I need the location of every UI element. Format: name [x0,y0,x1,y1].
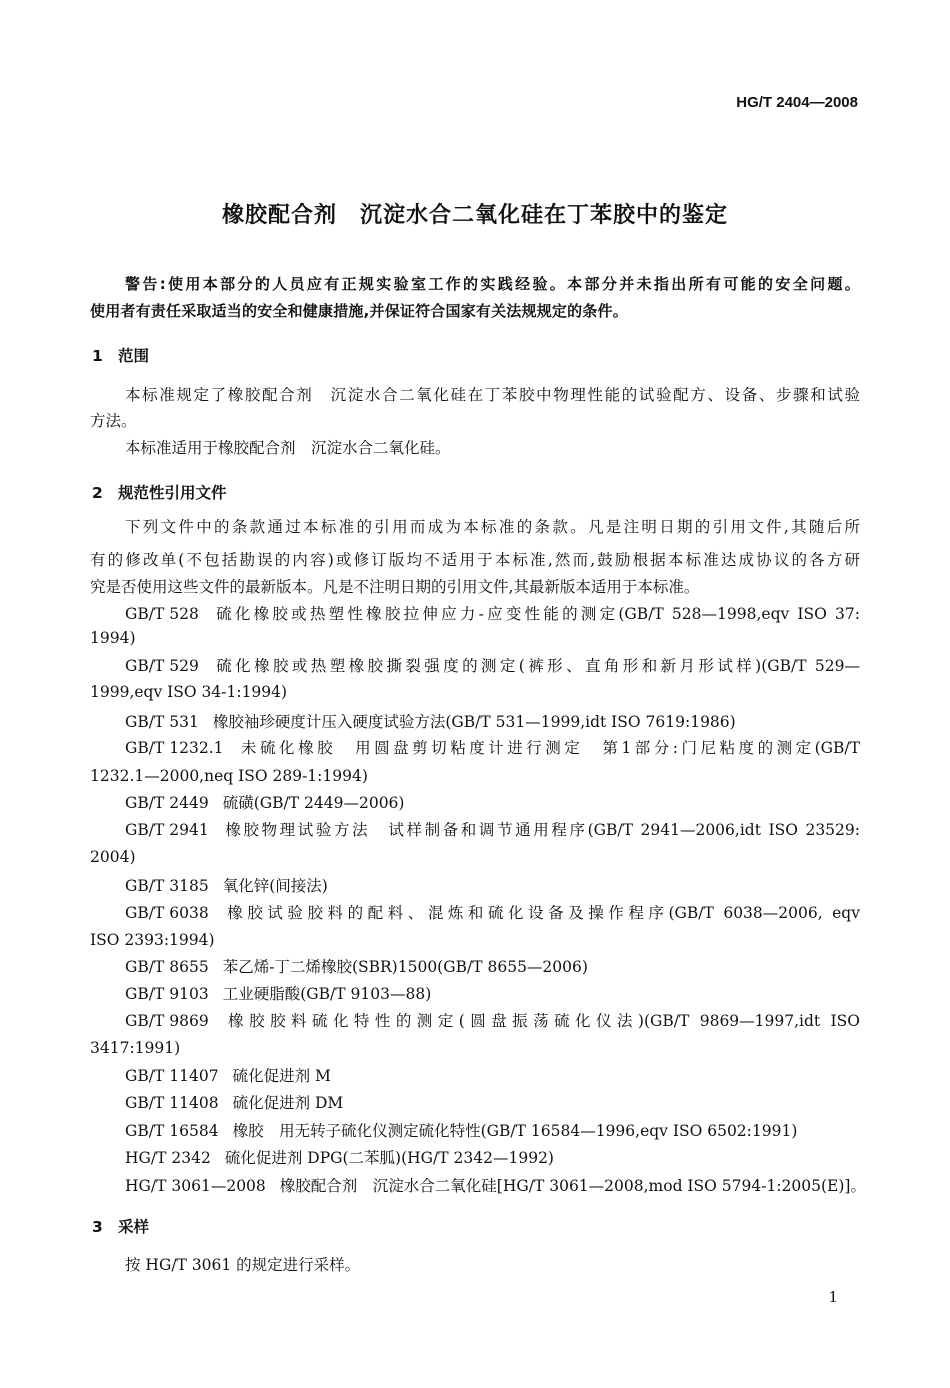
reference-code: GB/T 528 [125,605,199,623]
reference-title: 硫化促进剂 DM [232,1094,344,1112]
section-title: 范围 [118,347,150,365]
reference-continuation: 1999,eqv ISO 34-1:1994) [90,683,288,701]
reference-continuation: 2004) [90,848,136,866]
reference-code: GB/T 6038 [125,904,209,922]
warning-line-1: 警告:使用本部分的人员应有正规实验室工作的实践经验。本部分并未指出所有可能的安全问题。 [125,275,860,293]
reference-item [125,604,860,624]
reference-code: GB/T 8655 [125,958,209,976]
sampling-para: 按 HG/T 3061 的规定进行采样。 [125,1256,361,1274]
reference-code: GB/T 531 [125,713,199,731]
reference-code: GB/T 2941 [125,821,209,839]
reference-title: 橡胶试验胶料的配料、混炼和硫化设备及操作程序(GB/T 6038—2006, eqv [222,904,860,922]
reference-item [125,820,860,840]
reference-code: GB/T 16584 [125,1122,219,1140]
reference-item [125,1093,860,1113]
reference-item [125,1011,860,1031]
reference-item [125,1176,866,1196]
reference-item [125,876,860,896]
reference-item [125,738,860,758]
reference-code: GB/T 1232.1 [125,739,224,757]
scope-para-1-line-2: 方法。 [90,412,137,430]
scope-para-1-line-1: 本标准规定了橡胶配合剂 沉淀水合二氧化硅在丁苯胶中物理性能的试验配方、设备、步骤和试验 [125,386,860,404]
reference-title: 硫磺(GB/T 2449—2006) [222,794,405,812]
reference-item [125,1148,860,1168]
reference-continuation: 3417:1991) [90,1039,181,1057]
reference-item [125,712,860,732]
reference-title: 硫化促进剂 DPG(二苯胍)(HG/T 2342—1992) [224,1149,554,1167]
reference-code: GB/T 9103 [125,985,209,1003]
section-1-heading [92,344,149,366]
reference-item [125,1066,860,1086]
references-intro-line-3: 究是否使用这些文件的最新版本。凡是不注明日期的引用文件,其最新版本适用于本标准。 [90,578,700,596]
reference-code: GB/T 2449 [125,794,209,812]
references-intro-line-1: 下列文件中的条款通过本标准的引用而成为本标准的条款。凡是注明日期的引用文件,其随后所 [125,518,860,536]
reference-title: 橡胶 用无转子硫化仪测定硫化特性(GB/T 16584—1996,eqv ISO 6502:1991) [232,1122,798,1140]
references-intro-line-2: 有的修改单(不包括勘误的内容)或修订版均不适用于本标准,然而,鼓励根据本标准达成协议的各方研 [90,551,860,569]
reference-continuation: ISO 2393:1994) [90,931,215,949]
reference-code: GB/T 9869 [125,1012,209,1030]
page-number: 1 [828,1288,838,1306]
reference-code: GB/T 529 [125,657,199,675]
reference-title: 橡胶物理试验方法 试样制备和调节通用程序(GB/T 2941—2006,idt ISO 23529: [222,821,860,839]
reference-item [125,793,860,813]
section-number: 2 [92,484,103,502]
reference-item [125,984,860,1004]
reference-title: 橡胶胶料硫化特性的测定(圆盘振荡硫化仪法)(GB/T 9869—1997,idt ISO [222,1012,860,1030]
reference-title: 硫化橡胶或热塑性橡胶拉伸应力-应变性能的测定(GB/T 528—1998,eqv ISO 37: [212,605,860,623]
document-title: 橡胶配合剂 沉淀水合二氧化硅在丁苯胶中的鉴定 [221,203,728,228]
reference-title: 硫化促进剂 M [232,1067,331,1085]
standard-code-header: HG/T 2404—2008 [736,94,858,111]
reference-title: 硫化橡胶或热塑橡胶撕裂强度的测定(裤形、直角形和新月形试样)(GB/T 529— [212,657,860,675]
reference-title: 工业硬脂酸(GB/T 9103—88) [222,985,432,1003]
reference-title: 苯乙烯-丁二烯橡胶(SBR)1500(GB/T 8655—2006) [222,958,588,976]
section-3-heading [92,1215,149,1237]
reference-item [125,903,860,923]
reference-title: 氧化锌(间接法) [222,877,328,895]
reference-item [125,656,860,676]
reference-item [125,1121,860,1141]
reference-code: GB/T 11408 [125,1094,219,1112]
reference-continuation: 1232.1—2000,neq ISO 289-1:1994) [90,767,368,785]
section-number: 3 [92,1218,103,1236]
reference-code: HG/T 2342 [125,1149,211,1167]
section-number: 1 [92,347,103,365]
reference-title: 橡胶袖珍硬度计压入硬度试验方法(GB/T 531—1999,idt ISO 7619:1986) [212,713,736,731]
reference-code: HG/T 3061—2008 [125,1177,266,1195]
section-title: 采样 [118,1218,150,1236]
reference-title: 未硫化橡胶 用圆盘剪切粘度计进行测定 第1部分:门尼粘度的测定(GB/T [237,739,860,757]
reference-item [125,957,860,977]
reference-title: 橡胶配合剂 沉淀水合二氧化硅[HG/T 3061—2008,mod ISO 5794-1:2005(E)]。 [279,1177,866,1195]
scope-para-2: 本标准适用于橡胶配合剂 沉淀水合二氧化硅。 [125,439,451,457]
section-2-heading [92,481,227,503]
warning-line-2: 使用者有责任采取适当的安全和健康措施,并保证符合国家有关法规规定的条件。 [90,302,628,320]
reference-continuation: 1994) [90,629,136,647]
section-title: 规范性引用文件 [118,484,227,502]
reference-code: GB/T 3185 [125,877,209,895]
reference-code: GB/T 11407 [125,1067,219,1085]
